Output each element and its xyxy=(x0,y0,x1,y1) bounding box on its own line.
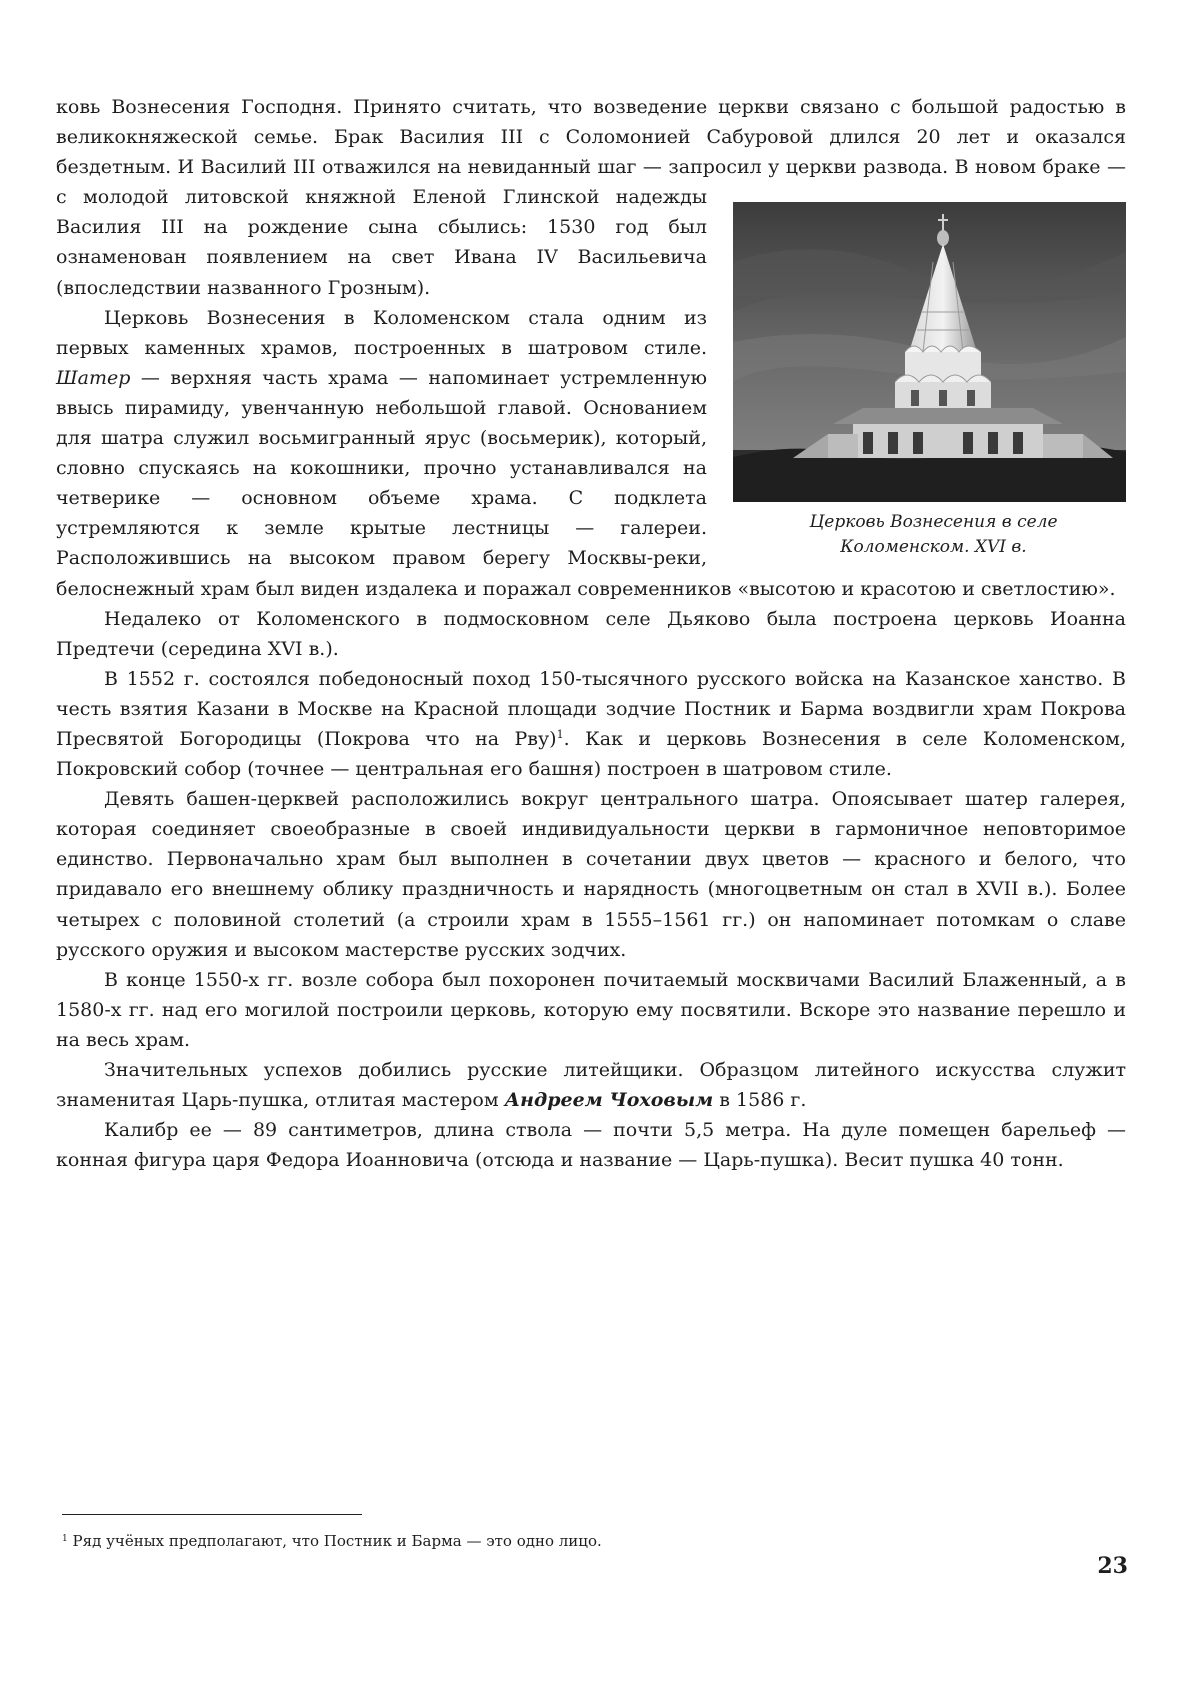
church-figure xyxy=(731,202,1126,560)
main-text xyxy=(56,92,1126,1175)
paragraph-7-part-b: в 1586 г. xyxy=(719,1089,807,1112)
paragraph-3: Недалеко от Коломенского в подмосковном селе Дьяково была построена церковь Иоанна Предтечи (середина XVI в.). xyxy=(56,607,1126,660)
footnote-marker: 1 xyxy=(62,1534,68,1544)
caption-line-1: Церковь Вознесения в селе xyxy=(809,512,1058,533)
footnote-text: Ряд учёных предполагают, что Постник и Барма — это одно лицо. xyxy=(72,1532,602,1550)
paragraph-4 xyxy=(56,664,1126,784)
paragraph-2-rest: — верхняя часть храма — напоминает устремленную ввысь пирамиду, увенчанную небольшой главой. Основанием для шатра служил восьмигранный ярус (восьмерик), который, словно спускаясь на кокошники, прочно устанавливался на четверике — основном объеме храма. С подклета устремляются к земле крытые лестницы — галереи. Расположившись на высоком правом берегу Москвы-реки, белоснежный храм был виден издалека и поражал современников «высотою и красотою и светлостию». xyxy=(56,366,1116,600)
paragraph-8: Калибр ее — 89 сантиметров, длина ствола — почти 5,5 метра. На дуле помещен барельеф — конная фигура царя Федора Иоанновича (отсюда и название — Царь-пушка). Весит пушка 40 тонн. xyxy=(56,1119,1126,1172)
caption-line-2: Коломенском. XVI в. xyxy=(840,537,1027,558)
footnote xyxy=(62,1531,602,1551)
paragraph-1-part-a: ковь Вознесения Господня. Принято считать, что возведение церкви связано с большой радостью в великокняжеской семье. Брак Василия III с Соломонией Сабуровой длился 20 лет и оказался бездетным. И Василий III отважился на невиданный шаг — запросил у церкви развода. xyxy=(56,96,1126,179)
footnote-ref: 1 xyxy=(556,727,564,741)
master-name: Андреем Чоховым xyxy=(504,1089,714,1112)
paragraph-7 xyxy=(56,1055,1126,1115)
paragraph-4-part-a: В 1552 г. состоялся победоносный поход 150-тысячного русского войска на Казанское ханство. В честь взятия Казани в Москве на Красной площади зодчие Постник и Барма воздвигли храм Покрова Пресвятой Богородицы (Покрова что на Рву) xyxy=(56,667,1126,750)
term-shater: Шатер xyxy=(56,366,131,389)
paragraph-4-part-b: . Как и церковь Вознесения в селе Коломенском, Покровский собор (точнее — центральная его башня) построен в шатровом стиле. xyxy=(56,727,1126,781)
paragraph-7-part-a: Значительных успехов добились русские литейщики. Образцом литейного искусства служит знаменитая Царь-пушка, отлитая мастером xyxy=(56,1059,1126,1112)
footnote-divider xyxy=(62,1514,362,1515)
page-number: 23 xyxy=(1097,1553,1128,1579)
church-of-ascension-photo xyxy=(733,202,1126,502)
paragraph-5: Девять башен-церквей расположились вокруг центрального шатра. Опоясывает шатер галерея, которая соединяет своеобразные в своей индивидуальности церкви в гармоничное неповторимое единство. Первоначально храм был выполнен в сочетании двух цветов — красного и белого, что придавало его внешнему облику праздничность и нарядность (многоцветным он стал в XVII в.). Более четырех с половиной столетий (а строили храм в 1555–1561 гг.) он напоминает потомкам о славе русского оружия и высоком мастерстве русских зодчих. xyxy=(56,788,1126,961)
paragraph-2-start: Церковь Вознесения в Коломенском стала одним из первых каменных храмов, построенных в шатровом стиле. xyxy=(56,306,707,359)
figure-caption xyxy=(731,510,1126,560)
paragraph-6: В конце 1550-х гг. возле собора был похоронен почитаемый москвичами Василий Блаженный, а в 1580-х гг. над его могилой построили церковь, которую ему посвятили. Вскоре это название перешло и на весь храм. xyxy=(56,968,1126,1051)
paragraph-1-part-b: В новом браке — с молодой литовской княжной Еленой Глинской надежды Василия III на рождение сына сбылись: 1530 год был ознаменован появлением на свет Ивана IV Васильевича (впоследствии названного Грозным). xyxy=(56,156,1126,299)
